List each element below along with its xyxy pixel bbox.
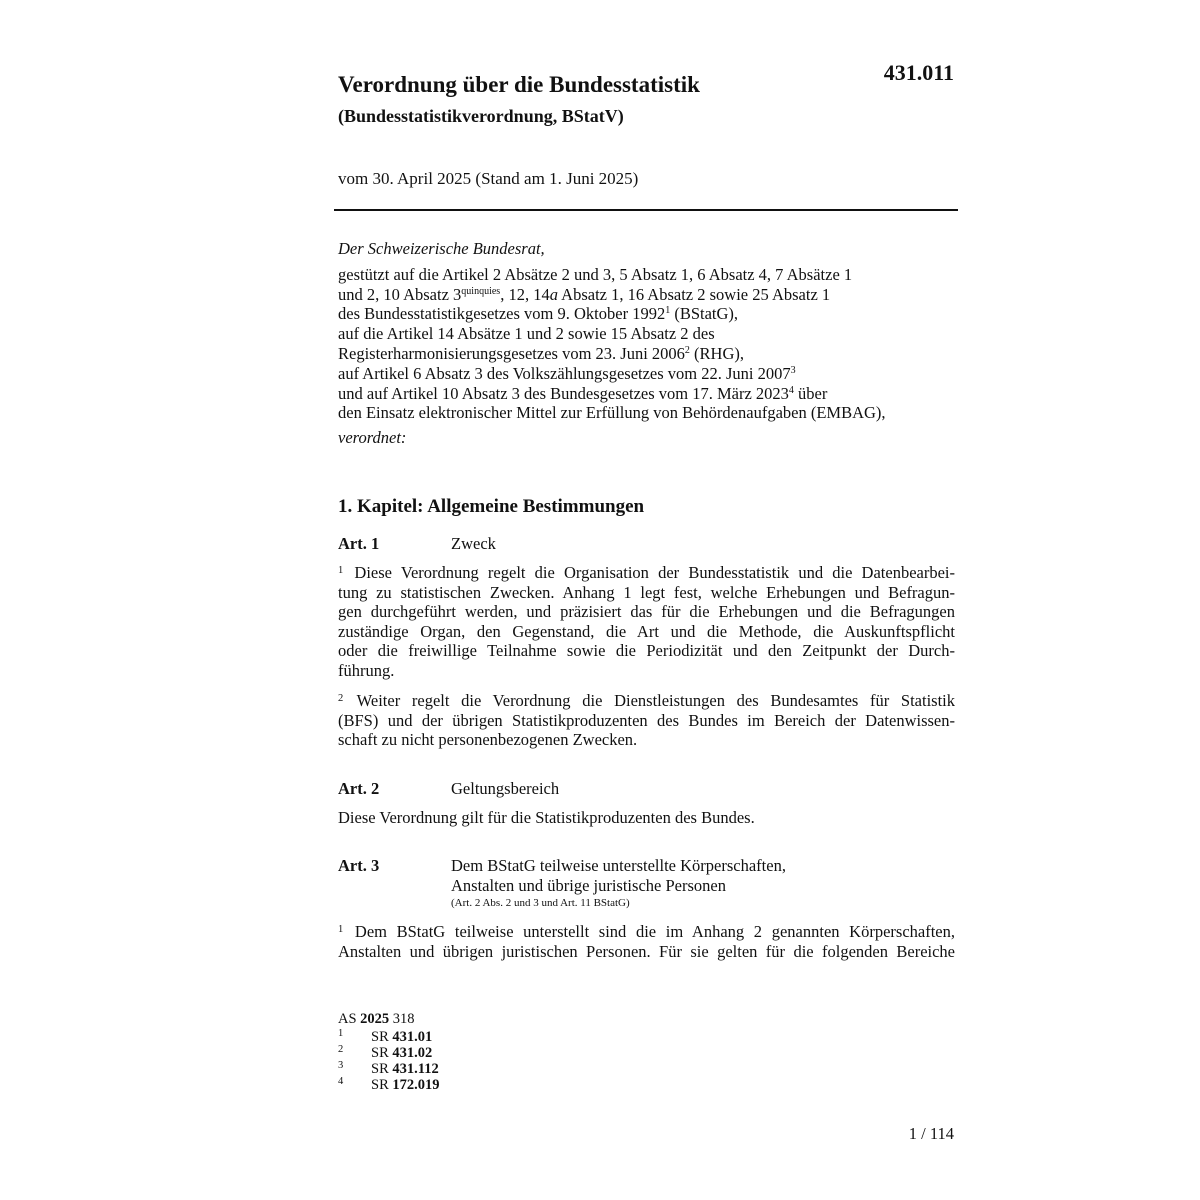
document-title: Verordnung über die Bundesstatistik (338, 72, 700, 97)
preamble-line: Registerharmonisierungsgesetzes vom 23. Juni 2006$^2$ (RHG), (338, 343, 744, 363)
sr-number: 431.011 (883, 60, 954, 85)
date-line: vom 30. April 2025 (Stand am 1. Juni 2025) (338, 169, 639, 188)
article-number: Art. 3 (338, 856, 380, 875)
footnote: 3 SR 431.112 (338, 1060, 439, 1077)
official-collection-ref: AS 2025 318 (338, 1011, 415, 1027)
footnote-ref[interactable]: 2 (684, 344, 690, 356)
footnote-ref[interactable]: 4 (788, 384, 794, 396)
footnote: 4 SR 172.019 (338, 1076, 440, 1093)
superscript: quinquies (461, 285, 501, 297)
article-title: Zweck (451, 534, 496, 553)
preamble-line: gestützt auf die Artikel 2 Absätze 2 und 3, 5 Absatz 1, 6 Absatz 4, 7 Absätze 1 (338, 264, 853, 284)
header-divider (334, 209, 958, 211)
preamble-line: den Einsatz elektronischer Mittel zur Erfüllung von Behördenaufgaben (EMBAG), (338, 403, 886, 423)
paragraph-number: 1 (338, 565, 344, 576)
article-title: Geltungsbereich (451, 779, 560, 798)
preamble (338, 239, 958, 448)
preamble-authority: Der Schweizerische Bundesrat, (338, 239, 545, 258)
article-1-paragraph-2: $^2$ Weiter regelt die Verordnung die Dienstleistungen des Bundesamtes für Statistik (BFS) und der übrigen Statistikproduzenten des Bundes im Bereich der Datenwissen- schaft zu nicht personenbezogenen Zwecken. (338, 691, 955, 750)
article-3-paragraph-1: $^1$ Dem BStatG teilweise unterstellt sind die im Anhang 2 genannten Körperschaften, Anstalten und übrigen juristischen Personen. Für sie gelten für die folgenden Bereiche (338, 922, 955, 961)
article-reference: (Art. 2 Abs. 2 und 3 und Art. 11 BStatG) (451, 897, 630, 909)
document-subtitle: (Bundesstatistikverordnung, BStatV) (338, 106, 624, 126)
preamble-line: auf Artikel 6 Absatz 3 des Volkszählungsgesetzes vom 22. Juni 2007$^3$ (338, 363, 796, 383)
article-1-paragraph-1: $^1$ Diese Verordnung regelt die Organisation der Bundesstatistik und die Datenbearbei- tung zu statistischen Zwecken. Anhang 1 legt fest, welche Erhebungen und Befragun- gen durchgeführt werden, und präzisiert das für die Erhebungen und die Befragungen zuständige Organ, den Gegenstand, die Art und die Methode, die Auskunftspflicht oder die freiwillige Teilnahme sowie die Periodizität und den Zeitpunkt der Durch- führung. (338, 563, 956, 680)
article-number: Art. 2 (338, 779, 380, 798)
footnote-ref[interactable]: 3 (790, 364, 796, 376)
footnote: 2 SR 431.02 (338, 1044, 433, 1061)
chapter-heading: 1. Kapitel: Allgemeine Bestimmungen (338, 496, 645, 517)
footnote: 1 SR 431.01 (338, 1028, 433, 1045)
preamble-line: und 2, 10 Absatz $3^{quinquies}$, 12, 14a Absatz 1, 16 Absatz 2 sowie 25 Absatz 1 (338, 284, 831, 304)
article-number: Art. 1 (338, 534, 380, 553)
preamble-line: auf die Artikel 14 Absätze 1 und 2 sowie 15 Absatz 2 des (338, 324, 715, 344)
preamble-line: des Bundesstatistikgesetzes vom 9. Oktober 1992$^1$ (BStatG), (338, 304, 739, 324)
paragraph-number: 2 (338, 693, 344, 704)
article-title: Dem BStatG teilweise unterstellte Körperschaften, Anstalten und übrige juristische Personen (Art. 2 Abs. 2 und 3 und Art. 11 BStatG) (451, 856, 951, 911)
page-number: 1 / 114 (908, 1124, 954, 1143)
document-page (338, 0, 958, 1200)
paragraph-number: 1 (338, 924, 344, 935)
article-2-text: Diese Verordnung gilt für die Statistikproduzenten des Bundes. (338, 808, 755, 827)
footnote-ref[interactable]: 1 (665, 305, 671, 317)
preamble-enactment: verordnet: (338, 428, 407, 448)
preamble-line: und auf Artikel 10 Absatz 3 des Bundesgesetzes vom 17. März 2023$^4$ über (338, 383, 828, 403)
footnotes (338, 1011, 440, 1093)
